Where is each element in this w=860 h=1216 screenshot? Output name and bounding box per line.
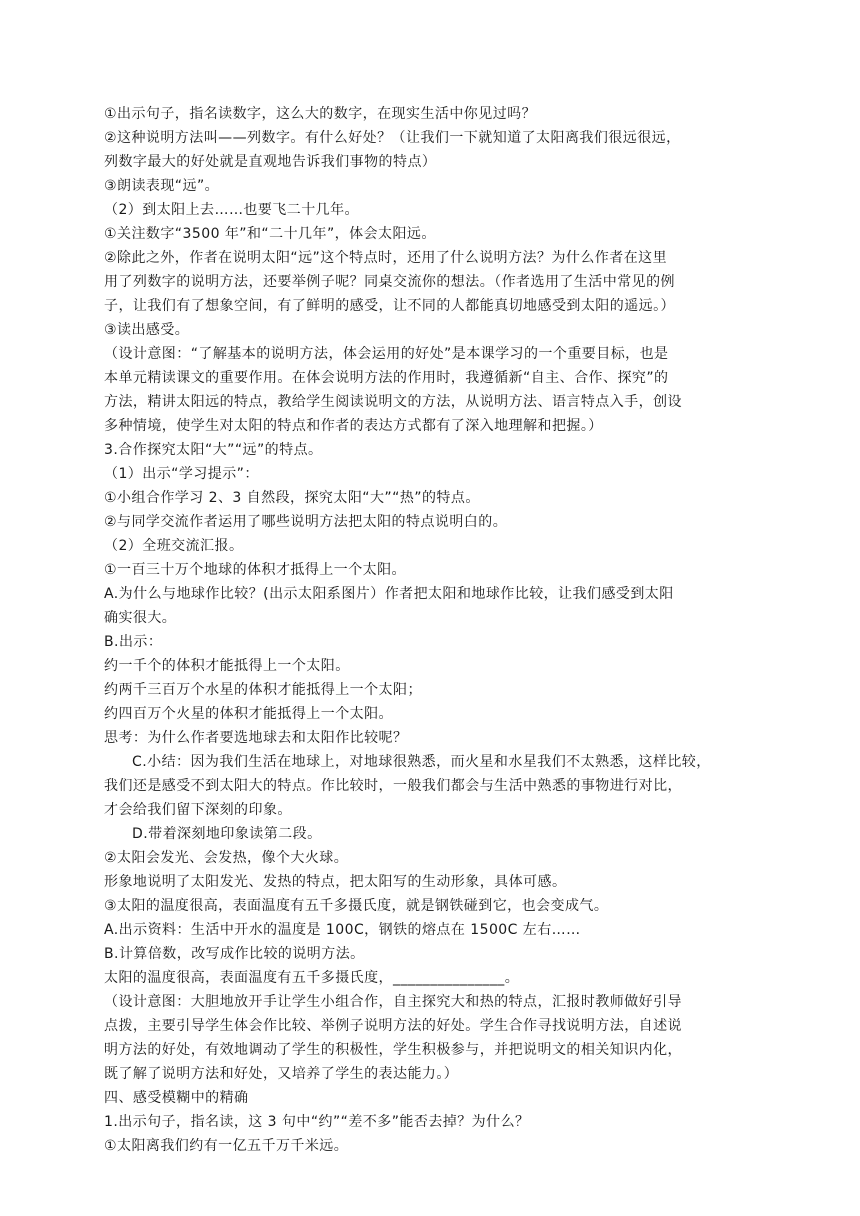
text-line: 用了列数字的说明方法，还要举例子呢？同桌交流你的想法。（作者选用了生活中常见的例 (104, 274, 675, 290)
text-line: ①太阳离我们约有一亿五千万千米远。 (104, 1138, 349, 1154)
text-line: 确实很大。 (104, 610, 177, 626)
text-line: 点拨，主要引导学生体会作比较、举例子说明方法的好处。学生合作寻找说明方法，自述说 (104, 1018, 682, 1034)
text-line: 子，让我们有了想象空间，有了鲜明的感受，让不同的人都能真切地感受到太阳的遥远。） (104, 298, 675, 314)
text-line: 我们还是感受不到太阳大的特点。作比较时，一般我们都会与生活中熟悉的事物进行对比， (104, 778, 682, 794)
text-line: ③太阳的温度很高，表面温度有五千多摄氏度，就是钢铁碰到它，也会变成气。 (104, 898, 609, 914)
text-line: 方法，精讲太阳远的特点，教给学生阅读说明文的方法，从说明方法、语言特点入手，创设 (104, 394, 682, 410)
text-line: （设计意图：大胆地放开手让学生小组合作，自主探究大和热的特点，汇报时教师做好引导 (104, 994, 682, 1010)
text-line: ②太阳会发光、会发热，像个大火球。 (104, 850, 349, 866)
section-heading: 四、感受模糊中的精确 (104, 1090, 249, 1106)
text-line: 太阳的温度很高，表面温度有五千多摄氏度，_______________。 (104, 970, 520, 986)
text-line: （2）全班交流汇报。 (104, 538, 244, 554)
text-line: 列数字最大的好处就是直观地告诉我们事物的特点） (104, 154, 437, 170)
text-line: B.计算倍数，改写成作比较的说明方法。 (104, 946, 365, 962)
text-line: 多种情境，使学生对太阳的特点和作者的表达方式都有了深入地理解和把握。） (104, 418, 603, 434)
text-line: ①关注数字“3500 年”和“二十几年”，体会太阳远。 (104, 226, 436, 242)
text-line: （1）出示“学习提示”： (104, 466, 259, 482)
text-line: 形象地说明了太阳发光、发热的特点，把太阳写的生动形象，具体可感。 (104, 874, 567, 890)
text-line: 才会给我们留下深刻的印象。 (104, 802, 292, 818)
text-line: ①小组合作学习 2、3 自然段，探究太阳“大”“热”的特点。 (104, 490, 480, 506)
section-heading: 3.合作探究太阳“大”“远”的特点。 (104, 442, 323, 458)
text-line: （2）到太阳上去……也要飞二十几年。 (104, 202, 360, 218)
text-line: ①一百三十万个地球的体积才抵得上一个太阳。 (104, 562, 406, 578)
text-line: D.带着深刻地印象读第二段。 (132, 826, 322, 842)
text-line: ③读出感受。 (104, 322, 190, 338)
text-line: ①出示句子，指名读数字，这么大的数字，在现实生活中你见过吗？ (104, 106, 537, 122)
text-line: A.出示资料：生活中开水的温度是 100C，钢铁的熔点在 1500C 左右…… (104, 922, 581, 938)
text-line: 1.出示句子，指名读，这 3 句中“约”“差不多”能否去掉？为什么？ (104, 1114, 530, 1130)
text-line: 本单元精读课文的重要作用。在体会说明方法的作用时，我遵循新“自主、合作、探究”的 (104, 370, 669, 386)
text-line: ②这种说明方法叫——列数字。有什么好处？（让我们一下就知道了太阳离我们很远很远， (104, 130, 681, 146)
text-line: 约四百万个火星的体积才能抵得上一个太阳。 (104, 706, 393, 722)
text-line: （设计意图：“了解基本的说明方法，体会运用的好处”是本课学习的一个重要目标，也是 (104, 346, 669, 362)
document-page (104, 102, 744, 1158)
text-line: ②除此之外，作者在说明太阳“远”这个特点时，还用了什么说明方法？为什么作者在这里 (104, 250, 668, 266)
text-line: 约一千个的体积才能抵得上一个太阳。 (104, 658, 350, 674)
text-line: 约两千三百万个水星的体积才能抵得上一个太阳； (104, 682, 422, 698)
text-line: 明方法的好处，有效地调动了学生的积极性，学生积极参与，并把说明文的相关知识内化， (104, 1042, 682, 1058)
text-line: A.为什么与地球作比较？(出示太阳系图片）作者把太阳和地球作比较，让我们感受到太阳 (104, 586, 674, 602)
text-line: 思考：为什么作者要选地球去和太阳作比较呢？ (104, 730, 408, 746)
text-line: ②与同学交流作者运用了哪些说明方法把太阳的特点说明白的。 (104, 514, 508, 530)
text-line: ③朗读表现“远”。 (104, 178, 220, 194)
text-line: B.出示： (104, 634, 163, 650)
text-line: 既了解了说明方法和好处，又培养了学生的表达能力。） (104, 1066, 459, 1082)
text-line: C.小结：因为我们生活在地球上，对地球很熟悉，而火星和水星我们不太熟悉，这样比较， (132, 754, 711, 770)
